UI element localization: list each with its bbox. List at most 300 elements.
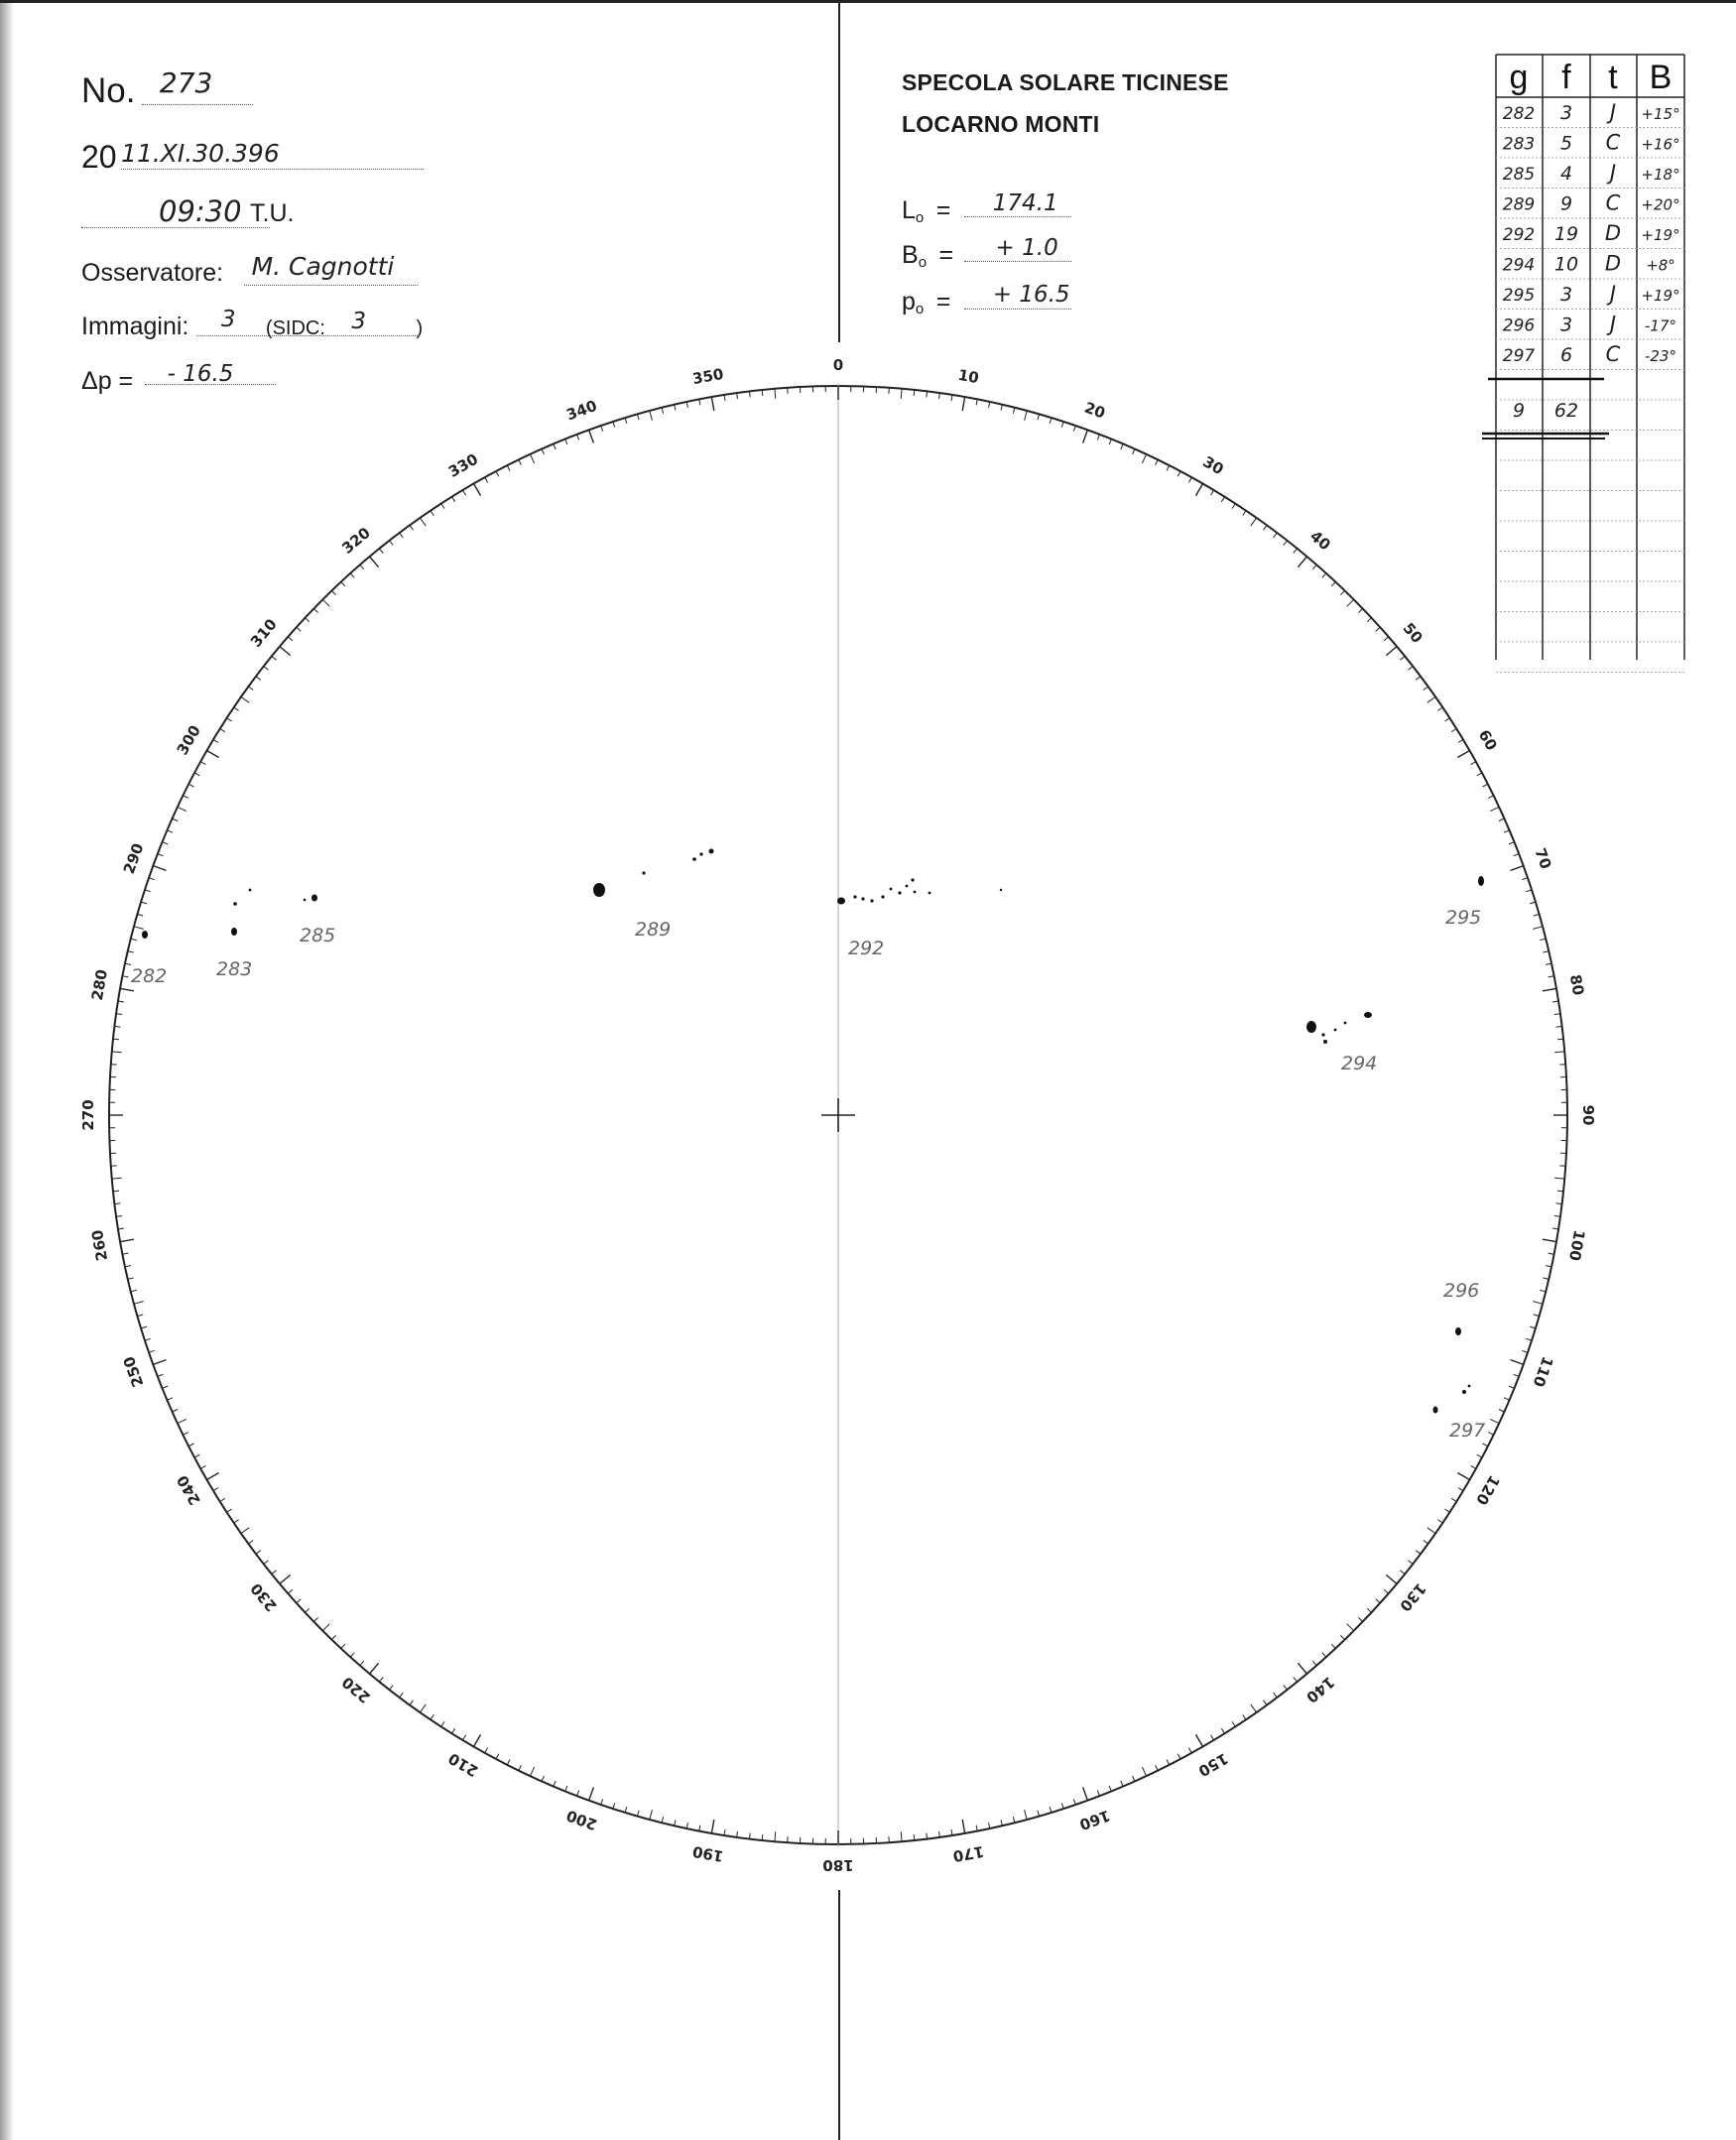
degree-tick [637, 1811, 639, 1817]
degree-tick [1522, 1350, 1528, 1352]
spot [1344, 1022, 1347, 1025]
degree-tick [313, 1617, 317, 1621]
degree-label: 210 [444, 1749, 482, 1781]
degree-tick [1264, 525, 1268, 530]
degree-tick [350, 573, 354, 577]
degree-tick [1543, 988, 1556, 990]
cell-group: 285 [1502, 165, 1536, 185]
degree-tick [1509, 1386, 1515, 1388]
images-label: Immagini: [81, 313, 189, 340]
degree-tick [1298, 557, 1306, 567]
cell-type: D [1604, 251, 1622, 276]
degree-tick [138, 914, 144, 916]
degree-tick [1533, 927, 1543, 930]
degree-label: 330 [444, 449, 482, 481]
degree-tick [410, 525, 414, 530]
degree-tick [1437, 1520, 1442, 1523]
degree-label: 350 [690, 364, 725, 389]
degree-tick [1109, 440, 1111, 445]
degree-tick [1001, 405, 1002, 411]
degree-label: 0 [832, 356, 844, 374]
spot [1306, 1021, 1316, 1033]
P-sub: o [915, 301, 925, 318]
degree-tick [173, 818, 179, 821]
degree-tick [1251, 518, 1257, 526]
degree-tick [589, 1788, 594, 1801]
degree-tick [1073, 1799, 1075, 1805]
degree-tick [1554, 1178, 1564, 1179]
degree-tick [306, 1608, 310, 1612]
degree-tick [1367, 1608, 1371, 1612]
degree-label: 130 [1396, 1579, 1430, 1615]
degree-label: 100 [1564, 1228, 1589, 1263]
sunspot-group-285 [304, 895, 317, 902]
degree-tick [1167, 465, 1170, 470]
degree-tick [248, 687, 253, 691]
spot [1433, 1407, 1438, 1414]
degree-tick [1347, 1624, 1354, 1631]
degree-tick [390, 541, 394, 546]
degree-tick [1358, 1617, 1362, 1621]
degree-tick [1156, 1765, 1159, 1770]
group-label-292: 292 [848, 938, 885, 959]
degree-tick [420, 1704, 426, 1712]
degree-tick [507, 1760, 510, 1765]
spot [881, 895, 884, 898]
degree-tick [1013, 1817, 1014, 1823]
degree-tick [149, 1350, 155, 1352]
degree-tick [519, 459, 522, 464]
degree-tick [173, 1410, 179, 1413]
degree-label: 80 [1565, 972, 1588, 997]
degree-tick [485, 477, 488, 482]
degree-tick [1142, 454, 1146, 463]
degree-tick [1232, 1721, 1235, 1726]
P-value: + 16.5 [992, 282, 1070, 308]
degree-tick [1543, 951, 1549, 952]
degree-tick [1188, 477, 1191, 482]
spot [1455, 1327, 1461, 1335]
degree-tick [737, 1831, 738, 1837]
degree-label: 290 [119, 840, 148, 877]
degree-tick [775, 1831, 776, 1841]
degree-tick [158, 1374, 164, 1376]
degree-tick [331, 590, 335, 594]
degree-tick [989, 1823, 990, 1828]
degree-tick [158, 854, 164, 856]
degree-tick [1196, 1734, 1203, 1746]
degree-tick [1221, 1728, 1224, 1733]
degree-label: 180 [822, 1856, 854, 1874]
degree-tick [762, 390, 763, 396]
degree-tick [322, 1624, 329, 1631]
degree-tick [976, 400, 977, 406]
degree-label: 140 [1302, 1673, 1338, 1707]
cell-type: C [1605, 130, 1621, 155]
degree-label: 30 [1199, 452, 1227, 479]
cell-count: 4 [1559, 163, 1573, 185]
degree-tick [123, 976, 129, 977]
degree-tick [1133, 1776, 1136, 1782]
degree-tick [131, 1290, 137, 1291]
cell-type: C [1605, 342, 1621, 366]
degree-tick [1384, 1589, 1389, 1593]
degree-tick [662, 1817, 663, 1823]
degree-tick [1386, 647, 1397, 656]
degree-tick [1526, 1338, 1532, 1340]
degree-label: 90 [1579, 1104, 1597, 1126]
sunspot-group-292 [837, 878, 1002, 904]
degree-label: 300 [173, 721, 204, 759]
degree-tick [1504, 1398, 1510, 1400]
L-value: 174.1 [992, 190, 1058, 216]
degree-tick [1409, 1561, 1414, 1565]
cell-count: 6 [1559, 344, 1573, 366]
degree-tick [178, 1419, 186, 1423]
degree-tick [123, 1253, 129, 1254]
degree-label: 160 [1076, 1806, 1113, 1834]
degree-tick [1549, 976, 1554, 977]
degree-tick [1061, 1803, 1063, 1809]
cell-latitude: +19° [1641, 226, 1680, 244]
date-value: 11.XI.30.396 [121, 139, 280, 168]
degree-tick [737, 393, 738, 399]
degree-tick [1073, 426, 1075, 432]
degree-tick [125, 1266, 131, 1267]
degree-tick [1188, 1748, 1191, 1753]
degree-tick [1540, 1290, 1546, 1291]
degree-tick [1554, 1014, 1560, 1015]
degree-tick [297, 1599, 301, 1603]
degree-tick [1284, 1686, 1288, 1691]
total-spots: 62 [1553, 400, 1579, 422]
degree-label: 230 [246, 1579, 281, 1615]
degree-tick [134, 927, 144, 930]
sidc-label: (SIDC: [265, 317, 325, 339]
cell-type: J [1609, 100, 1617, 124]
degree-label: 50 [1399, 619, 1426, 647]
sunspots [142, 849, 1484, 1414]
group-label-296: 296 [1443, 1280, 1480, 1302]
degree-tick [227, 1509, 232, 1512]
group-label-297: 297 [1449, 1420, 1486, 1442]
degree-tick [474, 484, 481, 496]
degree-tick [1243, 1714, 1246, 1719]
degree-tick [390, 1686, 394, 1691]
group-label-294: 294 [1341, 1053, 1378, 1074]
spot [1321, 1033, 1324, 1036]
cell-latitude: +20° [1641, 195, 1680, 214]
cell-latitude: -17° [1645, 316, 1676, 335]
degree-tick [1038, 415, 1040, 421]
degree-tick [762, 1834, 763, 1840]
degree-label: 110 [1529, 1353, 1557, 1390]
degree-label: 270 [79, 1099, 97, 1131]
degree-tick [163, 842, 169, 844]
institution-location: LOCARNO MONTI [902, 111, 1100, 137]
cell-latitude: +15° [1641, 105, 1680, 123]
degree-tick [1284, 541, 1288, 546]
degree-tick [675, 405, 676, 411]
images-value: 3 [220, 307, 236, 332]
degree-tick [1251, 1704, 1257, 1712]
spot [1364, 1012, 1372, 1018]
degree-tick [1458, 739, 1463, 742]
degree-tick [431, 1714, 434, 1719]
degree-tick [379, 549, 383, 554]
degree-tick [178, 807, 186, 811]
group-label-282: 282 [131, 965, 168, 987]
degree-label: 310 [246, 615, 281, 651]
degree-tick [200, 762, 205, 765]
degree-tick [153, 1360, 166, 1365]
degree-tick [1061, 422, 1063, 428]
degree-tick [699, 400, 700, 406]
degree-tick [1340, 590, 1344, 594]
degree-tick [1458, 1488, 1463, 1491]
degree-label: 10 [956, 365, 981, 388]
L-label: L [902, 196, 916, 224]
degree-tick [1543, 1278, 1549, 1279]
degree-tick [1514, 854, 1520, 856]
degree-tick [1097, 435, 1099, 441]
degree-tick [264, 667, 269, 671]
degree-tick [194, 1454, 199, 1457]
degree-label: 150 [1194, 1749, 1232, 1781]
spot [1323, 1040, 1327, 1044]
degree-tick [1196, 484, 1203, 496]
degree-tick [379, 1678, 383, 1683]
degree-tick [288, 637, 293, 641]
degree-tick [914, 390, 915, 396]
cell-latitude: +18° [1641, 166, 1680, 184]
degree-tick [272, 1571, 277, 1574]
table-header-B: B [1649, 59, 1673, 96]
degree-tick [441, 504, 444, 509]
time-unit: T.U. [250, 199, 295, 227]
sunspot-group-282 [142, 931, 148, 939]
degree-tick [1490, 1419, 1499, 1423]
degree-tick [113, 1039, 119, 1040]
degree-tick [141, 1326, 147, 1328]
degree-tick [1514, 1374, 1520, 1376]
degree-tick [1376, 627, 1380, 631]
degree-tick [220, 729, 225, 732]
degree-tick [1142, 1767, 1146, 1776]
degree-tick [711, 397, 713, 411]
degree-label: 120 [1472, 1471, 1504, 1509]
degree-tick [183, 796, 187, 799]
degree-tick [1013, 408, 1014, 414]
degree-tick [1530, 902, 1536, 904]
degree-tick [1546, 1266, 1551, 1267]
degree-tick [370, 1663, 379, 1674]
degree-tick [313, 608, 317, 612]
cell-latitude: +16° [1641, 135, 1680, 154]
degree-tick [1409, 667, 1414, 671]
spot [699, 852, 702, 855]
degree-tick [1549, 1253, 1554, 1254]
degree-label: 320 [338, 523, 374, 558]
spot [870, 899, 873, 902]
degree-label: 240 [173, 1471, 204, 1509]
degree-tick [1511, 866, 1524, 871]
degree-tick [976, 1825, 977, 1831]
degree-label: 260 [87, 1228, 112, 1263]
group-label-283: 283 [216, 958, 253, 980]
degree-tick [1376, 1599, 1380, 1603]
degree-tick [474, 1734, 481, 1746]
degree-tick [188, 1444, 193, 1447]
group-labels [131, 907, 1485, 1442]
cell-group: 283 [1502, 134, 1536, 155]
date-prefix: 20 [81, 139, 117, 175]
degree-tick [1457, 1473, 1469, 1480]
degree-tick [1331, 1644, 1335, 1648]
degree-tick [1530, 1326, 1536, 1328]
degree-tick [1274, 533, 1278, 538]
degree-tick [496, 1754, 499, 1759]
degree-tick [1424, 687, 1428, 691]
degree-tick [686, 402, 687, 408]
degree-tick [901, 389, 902, 399]
degree-tick [565, 440, 567, 445]
degree-tick [241, 696, 249, 702]
degree-tick [1083, 1788, 1088, 1801]
degree-tick [507, 465, 510, 470]
degree-tick [1416, 1551, 1421, 1555]
sunspot-group-294 [1306, 1012, 1372, 1044]
degree-tick [485, 1748, 488, 1753]
degree-tick [989, 402, 990, 408]
degree-tick [589, 430, 594, 442]
degree-tick [194, 773, 199, 776]
degree-tick [542, 449, 545, 455]
degree-tick [613, 422, 615, 428]
table-header-f: f [1561, 59, 1571, 96]
degree-tick [1386, 1574, 1397, 1583]
degree-tick [153, 866, 166, 871]
cell-group: 294 [1502, 255, 1536, 276]
degree-tick [662, 408, 663, 414]
degree-label: 70 [1531, 845, 1555, 872]
cell-count: 3 [1559, 314, 1573, 336]
spot [642, 871, 645, 874]
spot [914, 891, 917, 894]
table-totals [1513, 400, 1578, 422]
degree-tick [213, 739, 218, 742]
institution-name: SPECOLA SOLARE TICINESE [902, 69, 1229, 95]
spot [853, 895, 856, 898]
degree-tick [939, 393, 940, 399]
degree-tick [431, 511, 434, 516]
degree-tick [331, 1635, 335, 1639]
degree-tick [1451, 1498, 1456, 1501]
cell-latitude: -23° [1645, 347, 1676, 365]
degree-tick [519, 1765, 522, 1770]
degree-tick [1471, 1465, 1476, 1468]
spot [709, 849, 714, 854]
cell-group: 289 [1502, 194, 1536, 215]
degree-tick [145, 1338, 151, 1340]
degree-tick [116, 1216, 122, 1217]
spot [837, 898, 845, 905]
B-eq: = [938, 241, 954, 269]
degree-tick [625, 418, 627, 424]
time-value: 09:30 [159, 194, 242, 228]
degree-tick [1451, 729, 1456, 732]
degree-tick [462, 490, 465, 495]
spot [311, 895, 317, 902]
degree-tick [554, 1781, 556, 1787]
cell-count: 19 [1553, 223, 1579, 245]
cell-type: J [1609, 282, 1617, 306]
degree-tick [220, 1498, 225, 1501]
degree-label: 40 [1306, 527, 1334, 555]
degree-tick [112, 1052, 122, 1053]
spot [890, 888, 893, 891]
degree-tick [167, 1398, 173, 1400]
degree-tick [1232, 504, 1235, 509]
degree-tick [1557, 1191, 1563, 1192]
degree-tick [207, 1473, 219, 1480]
spot [1478, 876, 1484, 886]
degree-tick [288, 1589, 293, 1593]
degree-tick [128, 951, 134, 952]
degree-tick [322, 599, 329, 606]
degree-tick [542, 1776, 545, 1782]
degree-tick [1025, 411, 1028, 421]
cell-group: 297 [1502, 346, 1536, 366]
degree-tick [272, 656, 277, 660]
degree-tick [1499, 1410, 1505, 1413]
degree-label: 190 [690, 1841, 725, 1866]
cell-group: 282 [1502, 104, 1536, 124]
degree-tick [264, 1561, 269, 1565]
group-label-295: 295 [1445, 907, 1482, 929]
degree-tick [962, 397, 964, 411]
degree-tick [711, 1820, 713, 1833]
degree-tick [200, 1465, 205, 1468]
delta-p-label: Δp = [81, 367, 134, 395]
degree-tick [1488, 796, 1493, 799]
degree-tick [1294, 549, 1298, 554]
spot [911, 878, 914, 881]
degree-tick [650, 1810, 653, 1820]
degree-tick [565, 1786, 567, 1792]
degree-tick [530, 1767, 534, 1776]
degree-tick [1546, 963, 1551, 964]
spot [233, 902, 237, 906]
degree-tick [1554, 1052, 1564, 1053]
degree-tick [1178, 471, 1180, 476]
degree-tick [1347, 599, 1354, 606]
degree-tick [207, 751, 219, 758]
degree-tick [452, 497, 455, 502]
degree-tick [1509, 842, 1515, 844]
degree-tick [1167, 1760, 1170, 1765]
degree-tick [577, 1791, 579, 1797]
degree-tick [1274, 1693, 1278, 1698]
degree-tick [1322, 573, 1326, 577]
cell-group: 295 [1502, 286, 1536, 306]
degree-tick [256, 677, 261, 681]
degree-tick [1243, 511, 1246, 516]
degree-tick [400, 1693, 404, 1698]
degree-tick [1050, 1807, 1052, 1813]
spot [1334, 1029, 1337, 1032]
degree-tick [1543, 1239, 1556, 1241]
